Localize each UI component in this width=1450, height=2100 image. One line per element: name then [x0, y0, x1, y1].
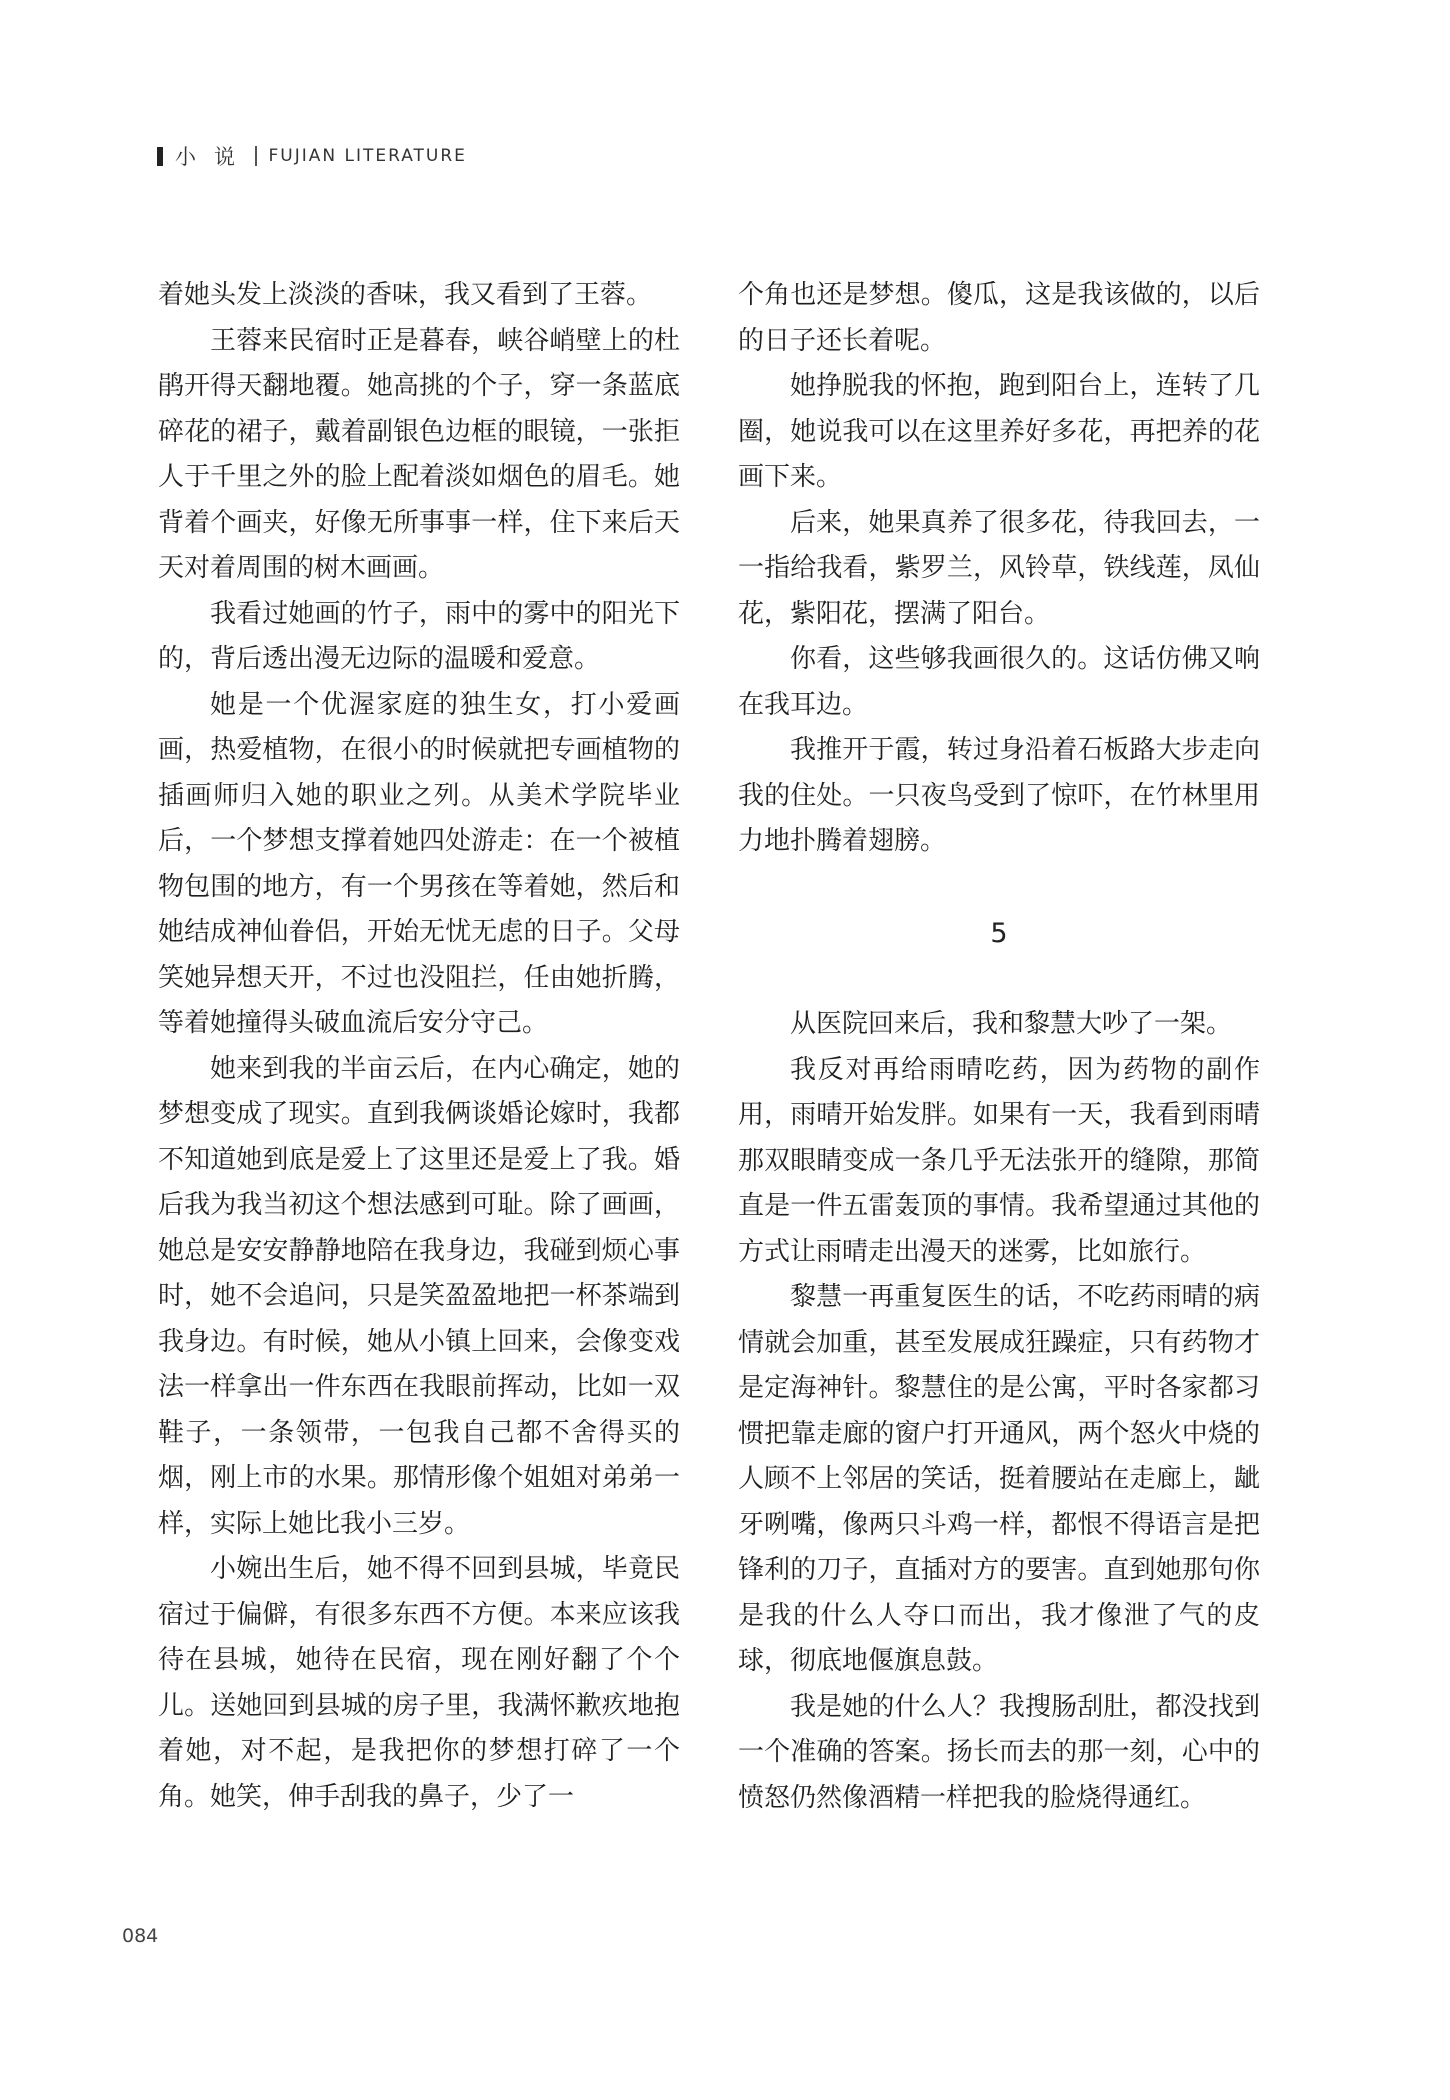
left-column — [158, 273, 680, 1820]
paragraph: 她是一个优渥家庭的独生女，打小爱画画，热爱植物，在很小的时候就把专画植物的插画师归入她的职业之列。从美术学院毕业后，一个梦想支撑着她四处游走：在一个被植物包围的地方，有一个男孩在等着她，然后和她结成神仙眷侣，开始无忧无虑的日子。父母笑她异想天开，不过也没阻拦，任由她折腾，等着她撞得头破血流后安分守己。 — [158, 689, 680, 1038]
right-column — [738, 273, 1260, 1821]
paragraph: 王蓉来民宿时正是暮春，峡谷峭壁上的杜鹃开得天翻地覆。她高挑的个子，穿一条蓝底碎花的裙子，戴着副银色边框的眼镜，一张拒人于千里之外的脸上配着淡如烟色的眉毛。她背着个画夹，好像无所事事一样，住下来后天天对着周围的树木画画。 — [158, 325, 680, 583]
section-number-heading: 5 — [990, 917, 1008, 949]
paragraph: 后来，她果真养了很多花，待我回去，一一指给我看，紫罗兰，风铃草，铁线莲，凤仙花，紫阳花，摆满了阳台。 — [738, 507, 1260, 629]
paragraph: 她来到我的半亩云后，在内心确定，她的梦想变成了现实。直到我俩谈婚论嫁时，我都不知道她到底是爱上了这里还是爱上了我。婚后我为我当初这个想法感到可耻。除了画画，她总是安安静静地陪在我身边，我碰到烦心事时，她不会追问，只是笑盈盈地把一杯茶端到我身边。有时候，她从小镇上回来，会像变戏法一样拿出一件东西在我眼前挥动，比如一双鞋子，一条领带，一包我自己都不舍得买的烟，刚上市的水果。那情形像个姐姐对弟弟一样，实际上她比我小三岁。 — [158, 1053, 680, 1539]
paragraph: 从医院回来后，我和黎慧大吵了一架。 — [790, 1009, 1233, 1039]
paragraph: 我推开于霞，转过身沿着石板路大步走向我的住处。一只夜鸟受到了惊吓，在竹林里用力地扑腾着翅膀。 — [738, 735, 1260, 856]
page-number: 084 — [122, 1925, 159, 1947]
header-journal-name: FUJIAN LITERATURE — [268, 146, 467, 166]
paragraph-continued: 个角也还是梦想。傻瓜，这是我该做的，以后的日子还长着呢。 — [738, 280, 1260, 356]
paragraph: 她挣脱我的怀抱，跑到阳台上，连转了几圈，她说我可以在这里养好多花，再把养的花画下来。 — [738, 371, 1260, 492]
paragraph: 小婉出生后，她不得不回到县城，毕竟民宿过于偏僻，有很多东西不方便。本来应该我待在县城，她待在民宿，现在刚好翻了个个儿。送她回到县城的房子里，我满怀歉疚地抱着她，对不起，是我把你的梦想打碎了一个角。她笑，伸手刮我的鼻子，少了一 — [158, 1554, 680, 1812]
header-marker-bar — [157, 147, 163, 166]
header-section-label: 小说 — [175, 145, 253, 169]
paragraph-continued: 着她头发上淡淡的香味，我又看到了王蓉。 — [158, 280, 653, 310]
paragraph: 我反对再给雨晴吃药，因为药物的副作用，雨晴开始发胖。如果有一天，我看到雨晴那双眼睛变成一条几乎无法张开的缝隙，那简直是一件五雷轰顶的事情。我希望通过其他的方式让雨晴走出漫天的迷雾，比如旅行。 — [738, 1054, 1260, 1267]
paragraph: 我是她的什么人？我搜肠刮肚，都没找到一个准确的答案。扬长而去的那一刻，心中的愤怒仍然像酒精一样把我的脸烧得通红。 — [738, 1691, 1260, 1813]
running-header — [157, 141, 467, 171]
header-divider — [255, 146, 257, 166]
paragraph: 你看，这些够我画很久的。这话仿佛又响在我耳边。 — [738, 644, 1260, 720]
paragraph: 我看过她画的竹子，雨中的雾中的阳光下的，背后透出漫无边际的温暖和爱意。 — [158, 598, 680, 674]
paragraph: 黎慧一再重复医生的话，不吃药雨晴的病情就会加重，甚至发展成狂躁症，只有药物才是定海神针。黎慧住的是公寓，平时各家都习惯把靠走廊的窗户打开通风，两个怒火中烧的人顾不上邻居的笑话，挺着腰站在走廊上，龇牙咧嘴，像两只斗鸡一样，都恨不得语言是把锋利的刀子，直插对方的要害。直到她那句你是我的什么人夺口而出，我才像泄了气的皮球，彻底地偃旗息鼓。 — [738, 1282, 1260, 1676]
